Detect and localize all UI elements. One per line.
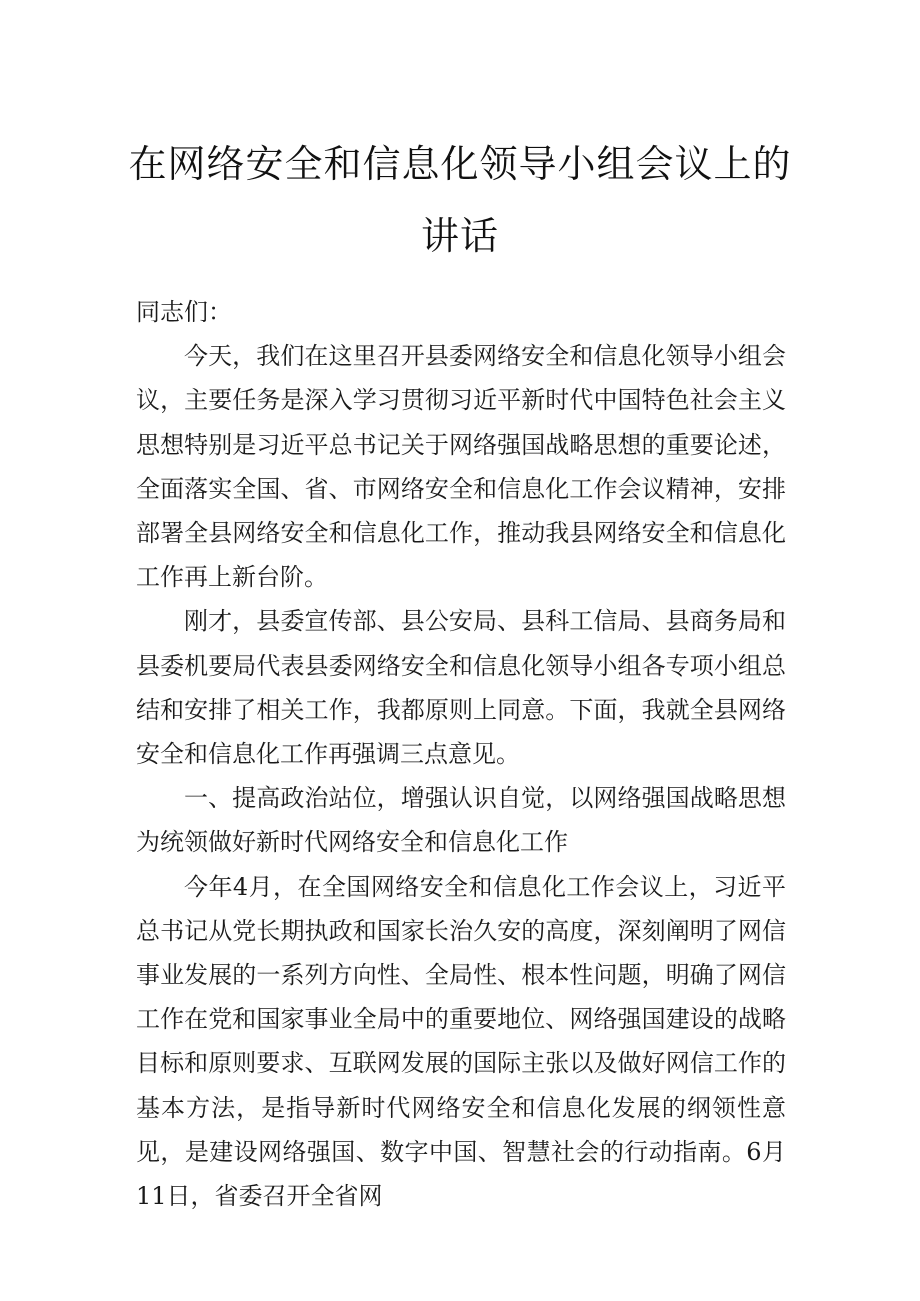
document-title: 在网络安全和信息化领导小组会议上的讲话 xyxy=(128,142,792,258)
document-body xyxy=(136,290,786,1218)
salutation: 同志们： xyxy=(136,298,232,326)
paragraph-opening: 今天，我们在这里召开县委网络安全和信息化领导小组会议，主要任务是深入学习贯彻习近平新时代中国特色社会主义思想特别是习近平总书记关于网络强国战略思想的重要论述，全面落实全国、省、市网络安全和信息化工作会议精神，安排部署全县网络安全和信息化工作，推动我县网络安全和信息化工作再上新台阶。 xyxy=(136,342,786,592)
section-heading-one: 一、提高政治站位，增强认识自觉，以网络强国战略思想为统领做好新时代网络安全和信息化工作 xyxy=(136,784,786,857)
paragraph-review: 刚才，县委宣传部、县公安局、县科工信局、县商务局和县委机要局代表县委网络安全和信息化领导小组各专项小组总结和安排了相关工作，我都原则上同意。下面，我就全县网络安全和信息化工作再强调三点意见。 xyxy=(136,607,786,769)
paragraph-section-one: 今年4月，在全国网络安全和信息化工作会议上，习近平总书记从党长期执政和国家长治久安的高度，深刻阐明了网信事业发展的一系列方向性、全局性、根本性问题，明确了网信工作在党和国家事业全局中的重要地位、网络强国建设的战略目标和原则要求、互联网发展的国际主张以及做好网信工作的基本方法，是指导新时代网络安全和信息化发展的纲领性意见，是建设网络强国、数字中国、智慧社会的行动指南。6月11日，省委召开全省网 xyxy=(136,872,786,1211)
